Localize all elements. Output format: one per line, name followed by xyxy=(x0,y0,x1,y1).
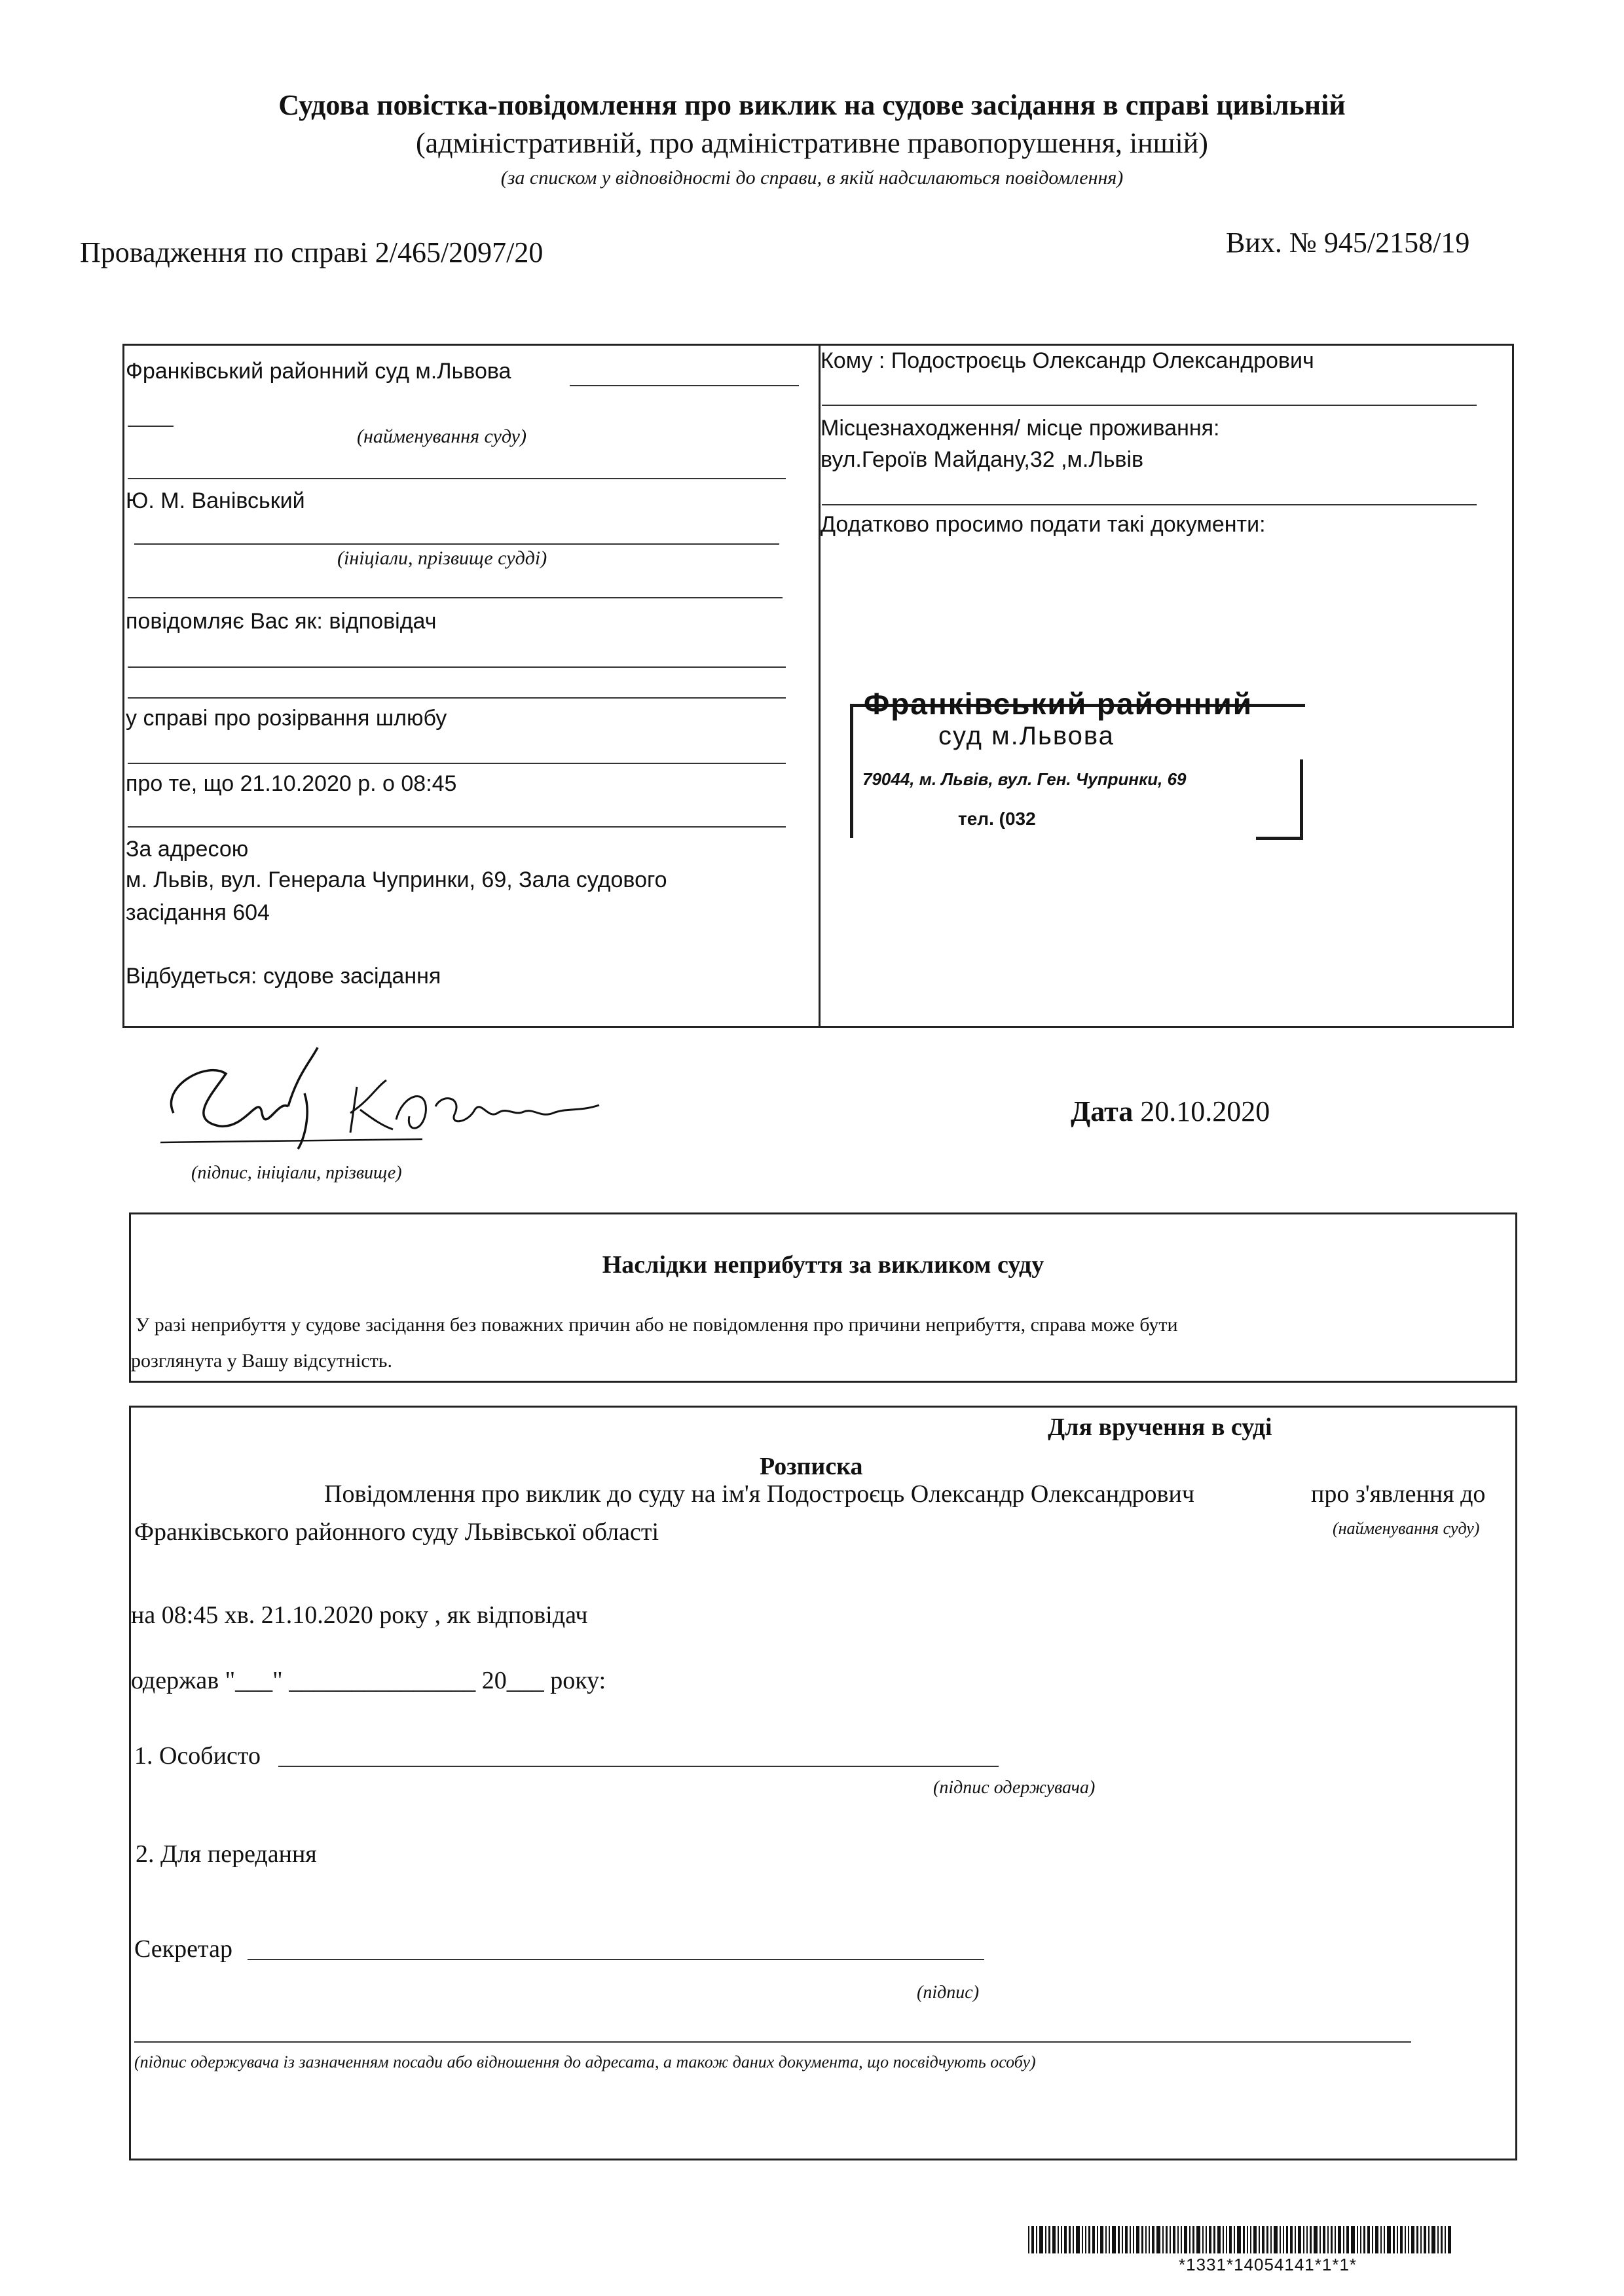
personal-label: 1. Особисто xyxy=(134,1742,261,1770)
barcode-bar xyxy=(1156,2226,1160,2253)
hearing-datetime: про те, що 21.10.2020 р. о 08:45 xyxy=(126,771,457,796)
barcode-bar xyxy=(1295,2226,1296,2253)
barcode-bar xyxy=(1073,2226,1074,2253)
barcode-bar xyxy=(1105,2226,1107,2253)
barcode-bar xyxy=(1097,2226,1098,2253)
appear-to: про з'явлення до xyxy=(1311,1480,1486,1508)
barcode-bar xyxy=(1133,2226,1134,2253)
personal-caption: (підпис одержувача) xyxy=(933,1777,1096,1798)
barcode-bar xyxy=(1092,2226,1095,2253)
barcode-bar xyxy=(1380,2226,1382,2253)
barcode-bar xyxy=(1411,2226,1414,2253)
barcode-bar xyxy=(1202,2226,1204,2253)
signature-caption: (підпис, ініціали, прізвище) xyxy=(191,1163,402,1183)
barcode-bar xyxy=(1036,2226,1037,2253)
stamp-line-3: 79044, м. Львів, вул. Ген. Чупринки, 69 xyxy=(862,769,1187,789)
barcode-bar xyxy=(1393,2226,1395,2253)
barcode-bar xyxy=(1270,2226,1272,2253)
barcode-bar xyxy=(1223,2226,1224,2253)
barcode-bar xyxy=(1122,2226,1123,2253)
barcode-bar xyxy=(1408,2226,1409,2253)
case-label: Провадження по справі xyxy=(80,236,368,268)
outgoing-line xyxy=(1226,226,1469,259)
barcode-bar xyxy=(1437,2226,1439,2253)
barcode-bar xyxy=(1290,2226,1293,2253)
subject-underline xyxy=(128,763,786,764)
role-section-line xyxy=(128,697,786,699)
role-underline xyxy=(128,666,786,668)
barcode-bar xyxy=(1069,2226,1071,2253)
document-subtitle: (адміністративній, про адміністративне правопорушення, іншій) xyxy=(416,127,1208,159)
received-line: одержав "___" _______________ 20___ року: xyxy=(131,1667,606,1694)
document-title: Судова повістка-повідомлення про виклик на судове засідання в справі цивільній xyxy=(278,89,1346,121)
location-label: Місцезнаходження/ місце проживання: xyxy=(821,416,1220,441)
barcode-bar xyxy=(1061,2226,1062,2253)
panel-divider xyxy=(819,344,821,1028)
signature-date xyxy=(1071,1095,1270,1128)
barcode-bar xyxy=(1262,2226,1264,2253)
barcode-bar xyxy=(1118,2226,1120,2253)
barcode-bar xyxy=(1130,2226,1131,2253)
barcode-bar xyxy=(1052,2226,1056,2253)
consequences-text-2: розглянута у Вашу відсутність. xyxy=(131,1350,392,1372)
barcode-bar xyxy=(1397,2226,1398,2253)
barcode-bar xyxy=(1306,2226,1308,2253)
barcode-bar xyxy=(1372,2226,1373,2253)
personal-signature-line[interactable] xyxy=(278,1766,999,1767)
barcode-bar xyxy=(1280,2226,1281,2253)
barcode-bar xyxy=(1323,2226,1325,2253)
barcode-bar xyxy=(1250,2226,1251,2253)
court-name: Франківський районний суд м.Львова xyxy=(126,359,511,384)
judge-section-line xyxy=(128,597,783,598)
barcode-bar xyxy=(1247,2226,1248,2253)
barcode-bar xyxy=(1166,2226,1168,2253)
barcode-bar xyxy=(1441,2226,1443,2253)
stamp-line-1: Франківський районний xyxy=(864,687,1253,721)
barcode-bar xyxy=(1351,2226,1355,2253)
barcode-bar xyxy=(1196,2226,1200,2253)
barcode-bar xyxy=(1217,2226,1221,2253)
barcode-bar xyxy=(1335,2226,1336,2253)
secretary-signature-line[interactable] xyxy=(248,1959,984,1960)
barcode-bar xyxy=(1400,2226,1403,2253)
barcode-bar xyxy=(1331,2226,1333,2253)
barcode-bar xyxy=(1320,2226,1321,2253)
barcode-bar xyxy=(1213,2226,1215,2253)
outgoing-number: 945/2158/19 xyxy=(1323,227,1470,259)
barcode-bar xyxy=(1149,2226,1150,2253)
transfer-label: 2. Для передання xyxy=(136,1840,317,1868)
barcode-bar xyxy=(1088,2226,1090,2253)
barcode-bar xyxy=(1346,2226,1349,2253)
barcode-bar xyxy=(1338,2226,1341,2253)
barcode-bar xyxy=(1145,2226,1147,2253)
barcode-bar xyxy=(1064,2226,1067,2253)
date-label: Дата xyxy=(1071,1095,1134,1127)
barcode-bar xyxy=(1048,2226,1050,2253)
receipt-court-caption: (найменування суду) xyxy=(1333,1519,1480,1538)
barcode-bar xyxy=(1177,2226,1179,2253)
barcode-bar xyxy=(1152,2226,1154,2253)
barcode-bar xyxy=(1431,2226,1435,2253)
barcode-bar xyxy=(1058,2226,1059,2253)
barcode-bar xyxy=(1283,2226,1284,2253)
secretary-label: Секретар xyxy=(134,1935,232,1963)
handwritten-signature xyxy=(147,1034,619,1159)
barcode-bar xyxy=(1125,2226,1128,2253)
barcode-bar xyxy=(1206,2226,1207,2253)
barcode-bar xyxy=(1112,2226,1116,2253)
barcode-bar xyxy=(1173,2226,1175,2253)
barcode-bar xyxy=(1082,2226,1083,2253)
barcode-bar xyxy=(1229,2226,1232,2253)
address-line-1: м. Львів, вул. Генерала Чупринки, 69, Зала судового xyxy=(126,867,667,892)
barcode-bar xyxy=(1237,2226,1241,2253)
barcode-bar xyxy=(1375,2226,1378,2253)
barcode-bar xyxy=(1045,2226,1046,2253)
court-stamp xyxy=(850,687,1305,838)
consequences-title: Наслідки неприбуття за викликом суду xyxy=(602,1251,1044,1279)
secretary-caption: (підпис) xyxy=(917,1982,980,2003)
datetime-underline xyxy=(128,826,786,828)
judge-underline xyxy=(134,543,779,545)
judge-caption: (ініціали, прізвище судді) xyxy=(337,547,547,569)
stamp-right-edge xyxy=(1300,759,1303,838)
case-number: 2/465/2097/20 xyxy=(375,236,544,268)
barcode-bar xyxy=(1387,2226,1391,2253)
barcode-bar xyxy=(1310,2226,1312,2253)
barcode xyxy=(1028,2226,1539,2253)
barcode-bar xyxy=(1162,2226,1164,2253)
barcode-bar xyxy=(1303,2226,1304,2253)
outgoing-label: Вих. № xyxy=(1226,227,1317,259)
barcode-bar xyxy=(1266,2226,1268,2253)
barcode-bar xyxy=(1286,2226,1288,2253)
location-underline xyxy=(822,504,1477,505)
barcode-bar xyxy=(1243,2226,1245,2253)
court-section-line xyxy=(128,478,786,479)
barcode-bar xyxy=(1141,2226,1143,2253)
barcode-bar xyxy=(1192,2226,1194,2253)
address-label: За адресою xyxy=(126,837,249,862)
barcode-bar xyxy=(1039,2226,1043,2253)
date-value: 20.10.2020 xyxy=(1140,1095,1270,1127)
case-line xyxy=(80,236,543,269)
barcode-bar xyxy=(1428,2226,1430,2253)
barcode-bar xyxy=(1405,2226,1406,2253)
for-court-label: Для вручення в суді xyxy=(1048,1413,1272,1441)
barcode-bar xyxy=(1448,2226,1451,2253)
barcode-bar xyxy=(1327,2226,1329,2253)
recipient: Кому : Подострoєць Олександр Олександрович xyxy=(821,348,1314,373)
barcode-bar xyxy=(1181,2226,1182,2253)
court-name-underline-2 xyxy=(128,426,174,427)
barcode-bar xyxy=(1189,2226,1190,2253)
barcode-bar xyxy=(1136,2226,1139,2253)
address-line-2: засідання 604 xyxy=(126,900,270,925)
stamp-bottom-edge xyxy=(1256,837,1303,840)
barcode-bar xyxy=(1298,2226,1301,2253)
barcode-bar xyxy=(1226,2226,1227,2253)
document-note: (за списком у відповідності до справи, в якій надсилаються повідомлення) xyxy=(500,167,1124,189)
notice-line: Повідомлення про виклик до суду на ім'я Подострoєць Олександр Олександрович xyxy=(324,1480,1194,1508)
barcode-bar xyxy=(1314,2226,1318,2253)
barcode-bar xyxy=(1031,2226,1034,2253)
barcode-bar xyxy=(1384,2226,1385,2253)
case-subject: у справі про розірвання шлюбу xyxy=(126,706,447,731)
consequences-text-1: У разі неприбуття у судове засідання без поважних причин або не повідомлення про причини неприбуття, справа може бути xyxy=(136,1314,1178,1336)
role-line: повідомляє Вас як: відповідач xyxy=(126,609,437,634)
receiver-footer-caption: (підпис одержувача із зазначенням посади або відношення до адресата, а також даних документа, що посвідчують особу) xyxy=(134,2052,1036,2071)
barcode-text: *1331*14054141*1*1* xyxy=(1179,2255,1357,2274)
barcode-bar xyxy=(1363,2226,1365,2253)
barcode-bar xyxy=(1170,2226,1171,2253)
documents-label: Додатково просимо подати такі документи: xyxy=(821,512,1266,537)
court-caption: (найменування суду) xyxy=(357,426,526,447)
barcode-bar xyxy=(1076,2226,1080,2253)
barcode-bar xyxy=(1259,2226,1260,2253)
barcode-bar xyxy=(1367,2226,1370,2253)
barcode-bar xyxy=(1100,2226,1103,2253)
barcode-bar xyxy=(1085,2226,1086,2253)
receiver-signature-line[interactable] xyxy=(134,2041,1411,2043)
barcode-bar xyxy=(1360,2226,1361,2253)
recipient-underline xyxy=(822,405,1477,406)
receipt-time-line: на 08:45 хв. 21.10.2020 року , як відповідач xyxy=(131,1601,588,1629)
barcode-bar xyxy=(1209,2226,1211,2253)
barcode-bar xyxy=(1028,2226,1029,2253)
location-value: вул.Героїв Майдану,32 ,м.Львів xyxy=(821,447,1144,472)
judge-name: Ю. М. Ванівський xyxy=(126,488,305,513)
stamp-line-2: суд м.Львова xyxy=(938,721,1115,750)
barcode-bar xyxy=(1274,2226,1278,2253)
receipt-title: Розписка xyxy=(760,1453,863,1480)
barcode-bar xyxy=(1253,2226,1257,2253)
barcode-bar xyxy=(1184,2226,1187,2253)
receipt-court-name: Франківського районного суду Львівської області xyxy=(134,1518,659,1546)
event-line: Відбудеться: судове засідання xyxy=(126,964,441,989)
stamp-line-4: тел. (032 xyxy=(958,809,1036,829)
barcode-bar xyxy=(1109,2226,1110,2253)
barcode-bar xyxy=(1445,2226,1446,2253)
court-name-underline xyxy=(570,385,799,386)
barcode-bar xyxy=(1420,2226,1422,2253)
barcode-bar xyxy=(1416,2226,1418,2253)
barcode-bar xyxy=(1424,2226,1426,2253)
barcode-bar xyxy=(1234,2226,1235,2253)
barcode-bar xyxy=(1357,2226,1358,2253)
barcode-bar xyxy=(1343,2226,1344,2253)
